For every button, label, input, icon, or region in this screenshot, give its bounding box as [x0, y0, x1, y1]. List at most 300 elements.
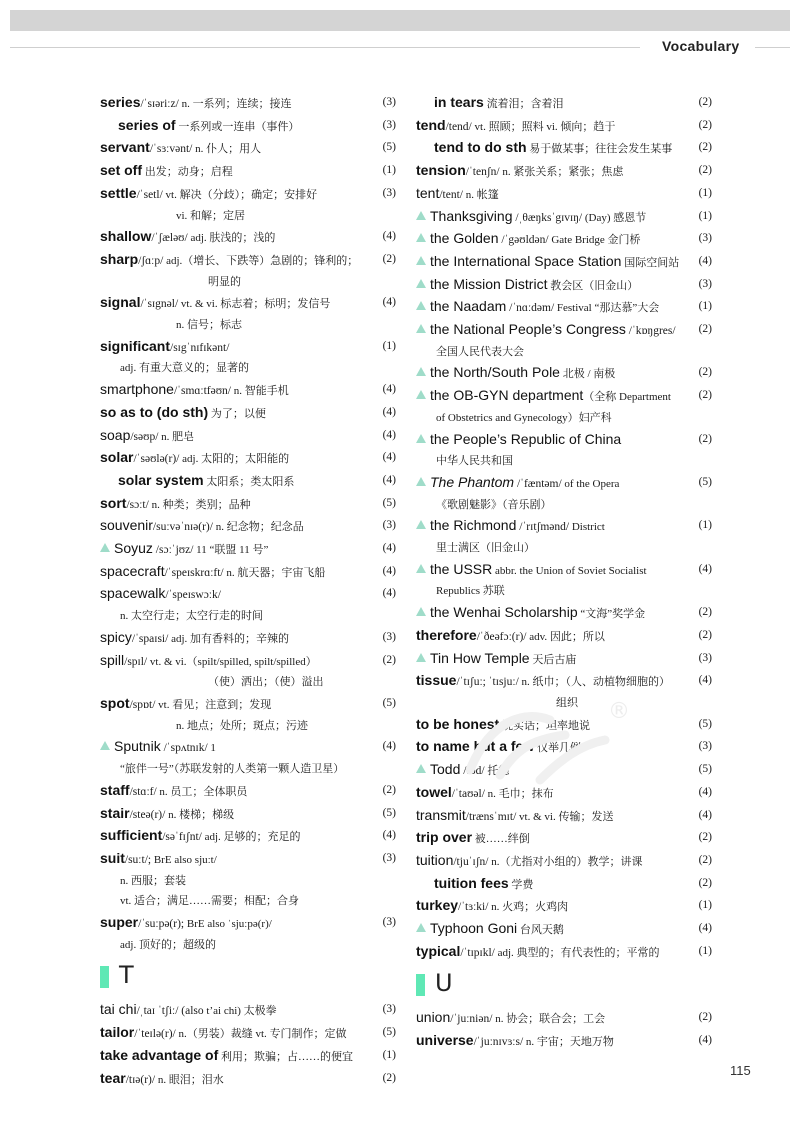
- definition: n. 眼泪；泪水: [155, 1073, 224, 1086]
- section-title: Vocabulary: [662, 38, 740, 54]
- unit-number: (2): [382, 653, 396, 666]
- pronunciation: /spɒt/: [129, 698, 156, 711]
- vocab-entry: [100, 1068, 396, 1091]
- headword: solar system: [118, 471, 204, 488]
- headword: the International Space Station: [430, 252, 622, 269]
- pronunciation: /stɑːf/: [129, 785, 157, 798]
- triangle-icon: [416, 923, 426, 932]
- definition: 仅举几例: [534, 742, 581, 755]
- headword: sort: [100, 494, 127, 511]
- headword: stair: [100, 804, 130, 821]
- unit-number: (1): [698, 944, 712, 957]
- unit-number: (3): [382, 1003, 396, 1016]
- triangle-icon: [416, 390, 426, 399]
- pronunciation: /ˈsɜːvənt/: [149, 143, 193, 156]
- unit-number: (2): [698, 606, 712, 619]
- vocab-entry: [100, 693, 396, 736]
- vocab-entry: [100, 92, 396, 115]
- unit-number: (2): [698, 831, 712, 844]
- definition: 为了；以便: [208, 407, 266, 420]
- pronunciation: /sɪgˈnɪfɪkənt/: [170, 341, 230, 354]
- vocab-entry: [416, 115, 712, 138]
- unit-number: (3): [698, 232, 712, 245]
- vocab-entry: [100, 292, 396, 335]
- pronunciation: /ˈtɜːki/: [458, 901, 489, 914]
- vocab-entry: [100, 736, 396, 779]
- headword: suit: [100, 849, 125, 866]
- headword: tailor: [100, 1024, 135, 1041]
- pronunciation: /ˈgəʊldən/: [498, 234, 549, 247]
- unit-number: (2): [382, 783, 396, 796]
- definition: 易于做某事；往往会发生某事: [526, 143, 673, 156]
- definition: vt. 看见；注意到；发现: [155, 698, 272, 711]
- headword: tend to do sth: [434, 139, 527, 156]
- vocab-entry: [100, 912, 396, 955]
- headword: super: [100, 914, 139, 931]
- headword: turkey: [416, 897, 459, 914]
- unit-number: (3): [382, 916, 396, 929]
- unit-number: (5): [382, 696, 396, 709]
- headword: spacecraft: [100, 562, 165, 579]
- headword: settle: [100, 184, 137, 201]
- headword: set off: [100, 162, 142, 179]
- headword: spot: [100, 694, 130, 711]
- definition: n. 帐篷: [463, 188, 499, 201]
- definition: n. 一系列；连续；接连: [178, 98, 292, 110]
- vocab-entry: [100, 803, 396, 826]
- triangle-icon: [416, 520, 426, 529]
- vocab-entry: [416, 92, 712, 115]
- definition-continued: 中华人民共和国: [436, 455, 513, 468]
- definition: n. 纸巾；（人、动植物细胞的）: [518, 676, 671, 689]
- vocab-entry: [416, 648, 712, 671]
- triangle-icon: [416, 367, 426, 376]
- unit-number: (3): [382, 96, 396, 108]
- letter-heading-t: [100, 955, 396, 999]
- definition: vt. & vi.（spilt/spilled, spilt/spilled）: [147, 655, 317, 668]
- headword: servant: [100, 139, 150, 156]
- vocab-entry: [100, 561, 396, 584]
- definition: 说实话；坦率地说: [499, 719, 590, 732]
- unit-number: (2): [698, 1011, 712, 1024]
- pronunciation: /steə(r)/: [129, 808, 166, 821]
- headword: Soyuz: [114, 540, 153, 557]
- unit-number: (5): [382, 141, 396, 154]
- headword: shallow: [100, 228, 152, 245]
- unit-number: (4): [382, 542, 396, 555]
- unit-number: (4): [382, 564, 396, 577]
- headword: spicy: [100, 628, 132, 645]
- pronunciation: /ˈfæntəm/: [514, 477, 562, 490]
- definition: n. 航天器；宇宙飞船: [223, 566, 326, 579]
- unit-number: (1): [698, 899, 712, 912]
- headword: take advantage of: [100, 1046, 219, 1063]
- unit-number: (1): [698, 519, 712, 532]
- definition: 11 “联盟 11 号”: [193, 544, 269, 557]
- pronunciation: /ˈsetl/: [136, 188, 163, 201]
- headword: the Mission District: [430, 275, 548, 292]
- vocab-entry: [416, 160, 712, 183]
- definition: adj.（增长、下跌等）急剧的；锋利的；: [163, 254, 359, 267]
- pronunciation: /suːvəˈnɪə(r)/: [152, 521, 213, 534]
- definition: 天后古庙: [529, 653, 577, 666]
- vocab-entry: [416, 206, 712, 229]
- unit-number: (4): [698, 674, 712, 687]
- definition: n. 火鸡；火鸡肉: [488, 901, 569, 914]
- vocab-entry: [100, 336, 396, 379]
- definition-continued: vt. 适合；满足……需要；相配；合身: [120, 895, 300, 908]
- headword: spill: [100, 651, 125, 668]
- letter-marker-bar: [416, 974, 425, 996]
- pronunciation: /ˌθæŋksˈgɪvɪŋ/: [512, 211, 583, 224]
- vocab-entry: [416, 429, 712, 472]
- unit-number: (2): [382, 1071, 396, 1084]
- vocab-entry: [100, 249, 396, 292]
- unit-number: (4): [698, 922, 712, 935]
- pronunciation: /ˈtaʊəl/: [451, 787, 485, 800]
- vocab-entry: [100, 425, 396, 448]
- unit-number: (3): [382, 118, 396, 131]
- pronunciation: /ˈrɪtʃmənd/: [516, 521, 570, 534]
- headword: spacewalk: [100, 585, 166, 602]
- page-number: 115: [730, 1063, 751, 1078]
- pronunciation: /ˈʃæləʊ/: [151, 232, 188, 245]
- vocab-entry: [100, 538, 396, 561]
- headword: tent: [416, 184, 440, 201]
- definition: 利用；欺骗；占……的便宜: [218, 1050, 354, 1063]
- definition: n. 仆人；用人: [192, 143, 262, 156]
- vocab-entry: [416, 559, 712, 602]
- vocab-entry: [416, 251, 712, 274]
- headword: the Naadam: [430, 298, 507, 315]
- header-rule-right: [755, 47, 790, 48]
- unit-number: (4): [382, 740, 396, 753]
- definition-continued: vi. 和解；定居: [176, 209, 246, 222]
- pronunciation: /ʃɑːp/: [138, 254, 164, 267]
- definition: 托德: [484, 765, 510, 778]
- pronunciation: /səʊp/: [130, 430, 159, 443]
- unit-number: (1): [382, 339, 396, 352]
- unit-number: (5): [698, 763, 712, 776]
- definition-continued: （使）洒出；（使）溢出: [208, 676, 324, 689]
- vocab-entry: [416, 873, 712, 896]
- unit-number: (3): [382, 186, 396, 199]
- definition-continued: n. 地点；处所；斑点；污迹: [176, 719, 308, 732]
- headword: in tears: [434, 94, 484, 110]
- unit-number: (4): [698, 562, 712, 575]
- vocab-entry: [416, 827, 712, 850]
- definition: n. 员工；全体职员: [156, 785, 248, 798]
- vocab-entry: [416, 183, 712, 206]
- headword: tai chi: [100, 1001, 137, 1018]
- headword: the OB-GYN department: [430, 387, 584, 404]
- headword: the Wenhai Scholarship: [430, 604, 578, 621]
- definition: BrE also ˈsjuːpə(r)/: [184, 918, 272, 931]
- definition: adj. 典型的；有代表性的；平常的: [494, 946, 660, 959]
- triangle-icon: [100, 741, 110, 750]
- pronunciation: /ˈnɑːdəm/: [506, 302, 555, 315]
- pronunciation: /ˈsɪgnəl/: [140, 298, 179, 311]
- vocab-entry: [416, 1030, 712, 1053]
- definition: 学费: [508, 878, 534, 891]
- pronunciation: /ˈkɒŋgres/: [625, 325, 676, 338]
- headword: Typhoon Goni: [430, 920, 518, 937]
- pronunciation: /səˈfɪʃnt/: [162, 831, 202, 844]
- headword: trip over: [416, 829, 473, 846]
- unit-number: (3): [698, 277, 712, 290]
- vocab-entry: [100, 183, 396, 226]
- definition-continued: Republics 苏联: [436, 585, 505, 598]
- vocab-entry: [100, 627, 396, 650]
- pronunciation: /tɪə(r)/: [125, 1073, 156, 1086]
- definition: 一系列或一连串（事件）: [175, 120, 300, 133]
- definition: adj. 足够的；充足的: [201, 831, 301, 844]
- definition: 国际空间站: [621, 256, 680, 269]
- right-column: [416, 92, 712, 1053]
- headword: series of: [118, 116, 176, 133]
- pronunciation: /ˈsəʊlə(r)/: [133, 453, 180, 466]
- vocab-entry: [100, 115, 396, 138]
- definition: (Day) 感恩节: [582, 211, 647, 224]
- definition: 流着泪；含着泪: [483, 98, 564, 110]
- vocab-entry: [416, 895, 712, 918]
- unit-number: (2): [698, 628, 712, 641]
- pronunciation: /ˈtɪʃuː; ˈtɪsjuː/: [456, 676, 519, 689]
- definition: n. 紧张关系；紧张；焦虑: [499, 166, 624, 179]
- definition: tʼai chi) 太极拳: [203, 1005, 277, 1018]
- vocab-entry: [100, 1045, 396, 1068]
- definition: Gate Bridge 金门桥: [548, 234, 641, 247]
- headword: universe: [416, 1032, 474, 1049]
- vocab-entry: [416, 1007, 712, 1030]
- unit-number: (2): [698, 118, 712, 131]
- unit-number: (5): [382, 496, 396, 509]
- pronunciation: /ˈteɪlə(r)/: [134, 1028, 176, 1041]
- pronunciation: /spɪl/: [124, 655, 148, 668]
- vocab-entry: [416, 918, 712, 941]
- definition: n. 智能手机: [230, 385, 289, 398]
- letter-heading-text: U: [435, 969, 453, 998]
- headword: sufficient: [100, 827, 163, 844]
- pronunciation: /ˌtaɪ ˈtʃiː/ (also: [136, 1005, 204, 1018]
- unit-number: (4): [382, 829, 396, 842]
- vocab-entry: [100, 999, 396, 1022]
- unit-number: (2): [698, 164, 712, 177]
- definition: 出发；动身；启程: [142, 166, 233, 179]
- header-rule: [10, 47, 640, 48]
- unit-number: (4): [382, 296, 396, 309]
- definition: abbr. the Union of Soviet Socialist: [492, 564, 647, 577]
- headword: sharp: [100, 250, 139, 267]
- headword: typical: [416, 942, 461, 959]
- definition: adj. 加有香料的；辛辣的: [168, 632, 290, 645]
- headword: the National People’s Congress: [430, 321, 626, 338]
- unit-number: (4): [382, 473, 396, 486]
- vocab-entry: [100, 379, 396, 402]
- headword: the Golden: [430, 230, 499, 247]
- left-column: [100, 92, 396, 1090]
- definition: n. 纪念物；纪念品: [212, 521, 304, 534]
- definition: n. 毛巾；抹布: [484, 787, 554, 800]
- pronunciation: /ˈsmɑːtfəʊn/: [173, 385, 231, 398]
- vocab-entry: [416, 362, 712, 385]
- vocab-entry: [100, 137, 396, 160]
- headword: therefore: [416, 626, 477, 643]
- vocab-entry: [416, 228, 712, 251]
- definition: adv. 因此；所以: [526, 630, 605, 643]
- unit-number: (1): [382, 1048, 396, 1061]
- triangle-icon: [416, 564, 426, 573]
- unit-number: (3): [382, 630, 396, 643]
- unit-number: (3): [382, 851, 396, 864]
- triangle-icon: [416, 477, 426, 486]
- triangle-icon: [416, 233, 426, 242]
- pronunciation: /ˈjuːniən/: [450, 1013, 493, 1026]
- headword: Sputnik: [114, 738, 161, 755]
- definition: n. 宇宙；天地万物: [523, 1036, 614, 1049]
- unit-number: (2): [698, 366, 712, 379]
- definition: vt. 照顾；照料 vi. 倾向；趋于: [471, 120, 616, 133]
- vocab-entry: [100, 1022, 396, 1045]
- headword: The Phantom: [430, 473, 515, 490]
- headword: the Richmond: [430, 517, 517, 534]
- vocab-entry: [416, 274, 712, 297]
- unit-number: (2): [698, 876, 712, 889]
- definition: adj. 肤浅的；浅的: [187, 232, 276, 245]
- pronunciation: /tɒd/: [460, 765, 485, 778]
- definition-continued: n. 信号；标志: [176, 319, 242, 332]
- letter-heading-text: T: [119, 961, 134, 990]
- definition: 北极 / 南极: [559, 368, 616, 381]
- triangle-icon: [416, 653, 426, 662]
- unit-number: (1): [698, 300, 712, 313]
- definition: vt. & vi. 传输；发送: [516, 810, 614, 823]
- headword: souvenir: [100, 517, 153, 534]
- unit-number: (3): [382, 519, 396, 532]
- headword: to name but a few: [416, 738, 535, 755]
- vocab-entry: [416, 319, 712, 362]
- unit-number: (4): [698, 254, 712, 267]
- unit-number: (3): [698, 651, 712, 664]
- vocab-entry: [416, 472, 712, 515]
- headword: soap: [100, 426, 131, 443]
- definition-continued: of Obstetrics and Gynecology）妇产科: [436, 411, 612, 424]
- definition: 太阳系；类太阳系: [203, 475, 295, 488]
- vocab-entry: [100, 825, 396, 848]
- headword: to be honest: [416, 715, 500, 732]
- vocab-entry: [100, 848, 396, 912]
- vocab-entry: [100, 226, 396, 249]
- triangle-icon: [416, 279, 426, 288]
- definition: 台风天鹅: [517, 924, 564, 937]
- pronunciation: /ˈjuːnɪvɜːs/: [473, 1036, 524, 1049]
- headword: tear: [100, 1069, 126, 1086]
- definition: n.（男装）裁缝 vt. 专门制作；定做: [175, 1028, 347, 1041]
- unit-number: (4): [698, 1034, 712, 1047]
- unit-number: (5): [698, 475, 712, 488]
- unit-number: (4): [382, 405, 396, 418]
- headword: Tin How Temple: [430, 649, 530, 666]
- unit-number: (1): [698, 186, 712, 199]
- definition: 被……绊倒: [472, 833, 530, 846]
- headword: smartphone: [100, 381, 174, 398]
- unit-number: (5): [382, 806, 396, 819]
- unit-number: (4): [382, 383, 396, 396]
- vocab-entry: [416, 850, 712, 873]
- vocab-entry: [416, 137, 712, 160]
- watermark-logo: [430, 690, 640, 800]
- definition-continued: 组织: [556, 696, 578, 709]
- pronunciation: /tjuˈɪʃn/: [453, 855, 489, 868]
- definition: 1: [207, 742, 216, 755]
- top-bar: [10, 10, 790, 31]
- pronunciation: /suːt/;: [124, 853, 152, 866]
- headword: the People’s Republic of China: [430, 430, 622, 447]
- vocab-entry: [100, 447, 396, 470]
- pronunciation: /ˈtenʃn/: [465, 166, 500, 179]
- triangle-icon: [416, 764, 426, 773]
- headword: tuition: [416, 851, 454, 868]
- definition-continued: n. 太空行走；太空行走的时间: [120, 610, 263, 623]
- headword: staff: [100, 781, 130, 798]
- vocab-entry: [416, 941, 712, 964]
- definition-continued: adj. 顶好的；超级的: [120, 938, 216, 951]
- pronunciation: /ˈspeɪswɔːk/: [165, 589, 221, 602]
- headword: significant: [100, 337, 171, 354]
- definition-continued: 明显的: [208, 275, 241, 288]
- left-entry-list: [100, 92, 396, 955]
- pronunciation: /sɔːˈjʊz/: [152, 544, 194, 557]
- pronunciation: /ˈsuːpə(r);: [138, 918, 185, 931]
- letter-marker-bar: [100, 966, 109, 988]
- definition-continued: “旅伴一号”（苏联发射的人类第一颗人造卫星）: [120, 763, 345, 776]
- unit-number: (2): [698, 141, 712, 154]
- t-entry-list: [100, 999, 396, 1090]
- vocab-entry: [100, 493, 396, 516]
- unit-number: (2): [382, 252, 396, 265]
- vocab-entry: [416, 385, 712, 428]
- vocab-entry: [100, 402, 396, 425]
- headword: solar: [100, 449, 134, 466]
- right-entry-list: [416, 92, 712, 963]
- unit-number: (4): [698, 808, 712, 821]
- triangle-icon: [416, 434, 426, 443]
- unit-number: (1): [382, 164, 396, 177]
- definition: n. 楼梯；梯级: [165, 808, 235, 821]
- u-entry-list: [416, 1007, 712, 1052]
- triangle-icon: [416, 211, 426, 220]
- unit-number: (3): [698, 740, 712, 753]
- unit-number: (2): [698, 96, 712, 108]
- headword: tension: [416, 162, 466, 179]
- headword: series: [100, 94, 141, 110]
- triangle-icon: [416, 301, 426, 310]
- unit-number: (2): [698, 432, 712, 445]
- definition-continued: adj. 有重大意义的；显著的: [120, 362, 249, 375]
- unit-number: (2): [698, 853, 712, 866]
- headword: so as to (do sth): [100, 403, 209, 420]
- definition-continued: 里士满区（旧金山）: [436, 542, 535, 555]
- unit-number: (4): [382, 428, 396, 441]
- headword: Todd: [430, 761, 461, 778]
- definition-continued: 全国人民代表大会: [436, 345, 524, 358]
- triangle-icon: [416, 607, 426, 616]
- definition-continued: n. 西服；套装: [120, 874, 186, 887]
- definition: （全称 Department: [583, 391, 671, 404]
- definition: adj. 太阳的；太阳能的: [179, 453, 290, 466]
- vocab-entry: [416, 296, 712, 319]
- unit-number: (4): [382, 587, 396, 600]
